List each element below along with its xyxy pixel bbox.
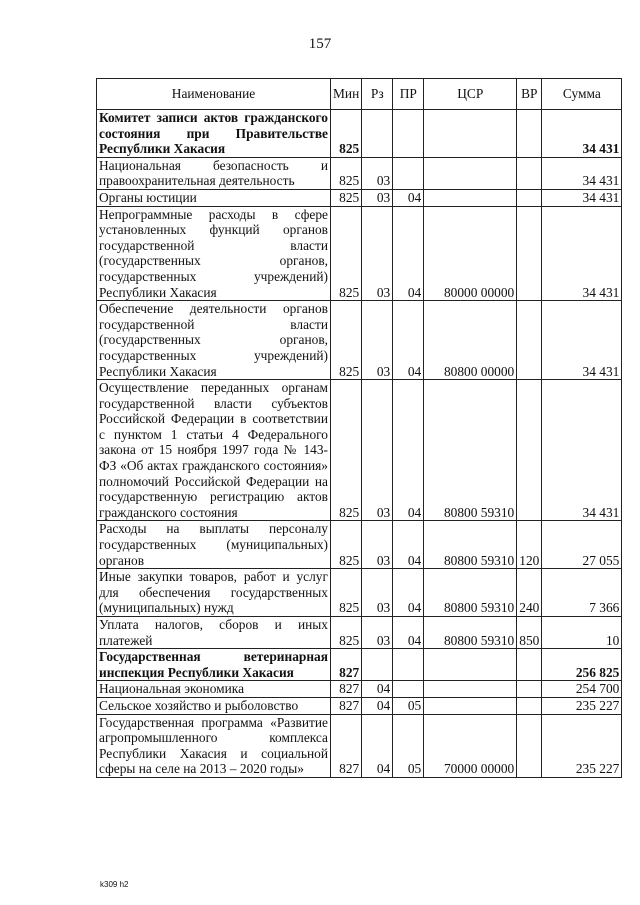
row-pr: 04: [393, 189, 424, 206]
row-sum: 254 700: [542, 681, 622, 698]
row-csr: [424, 649, 517, 681]
row-rz: [362, 649, 393, 681]
row-sum: 34 431: [542, 380, 622, 521]
row-pr: 04: [393, 521, 424, 569]
row-pr: 05: [393, 714, 424, 777]
row-sum: 34 431: [542, 110, 622, 158]
row-vr: [517, 189, 542, 206]
row-csr: [424, 681, 517, 698]
header-sum: Сумма: [542, 79, 622, 110]
row-sum: 7 366: [542, 569, 622, 617]
row-pr: [393, 110, 424, 158]
row-sum: 235 227: [542, 697, 622, 714]
header-vr: ВР: [517, 79, 542, 110]
row-pr: [393, 649, 424, 681]
row-min: 825: [331, 206, 362, 301]
row-sum: 34 431: [542, 301, 622, 380]
row-vr: [517, 301, 542, 380]
row-name: Непрограммные расходы в сфере установленных функций органов государственной власти (государственных органов, государственных учреждений) Республики Хакасия: [97, 206, 331, 301]
row-min: 825: [331, 157, 362, 189]
row-min: 825: [331, 617, 362, 649]
row-pr: 04: [393, 301, 424, 380]
row-rz: [362, 110, 393, 158]
table-row: [97, 157, 622, 189]
row-name: Органы юстиции: [97, 189, 331, 206]
row-csr: [424, 110, 517, 158]
budget-table: [96, 78, 622, 778]
row-vr: 240: [517, 569, 542, 617]
table-header-row: [97, 79, 622, 110]
table-row: [97, 714, 622, 777]
row-rz: 03: [362, 617, 393, 649]
row-name: Государственная ветеринарная инспекция Республики Хакасия: [97, 649, 331, 681]
table-row: [97, 206, 622, 301]
row-min: 825: [331, 569, 362, 617]
row-min: 827: [331, 681, 362, 698]
row-pr: 04: [393, 569, 424, 617]
row-sum: 34 431: [542, 189, 622, 206]
row-csr: [424, 697, 517, 714]
row-name: Осуществление переданных органам государственной власти субъектов Российской Федерации в соответствии с пунктом 1 статьи 4 Федерального закона от 15 ноября 1997 года № 143-ФЗ «Об актах гражданского состояния» полномочий Российской Федерации на государственную регистрацию актов гражданского состояния: [97, 380, 331, 521]
row-vr: [517, 157, 542, 189]
row-name: Национальная экономика: [97, 681, 331, 698]
footer-code: k309 h2: [100, 880, 129, 889]
row-sum: 34 431: [542, 157, 622, 189]
table-row: [97, 681, 622, 698]
row-vr: [517, 681, 542, 698]
row-vr: [517, 110, 542, 158]
row-name: Комитет записи актов гражданского состояния при Правительстве Республики Хакасия: [97, 110, 331, 158]
row-min: 825: [331, 110, 362, 158]
table-row: [97, 301, 622, 380]
row-name: Обеспечение деятельности органов государственной власти (государственных органов, государственных учреждений) Республики Хакасия: [97, 301, 331, 380]
row-rz: 03: [362, 301, 393, 380]
header-pr: ПР: [393, 79, 424, 110]
row-vr: [517, 697, 542, 714]
row-pr: 05: [393, 697, 424, 714]
row-csr: 80800 00000: [424, 301, 517, 380]
row-min: 827: [331, 649, 362, 681]
table-row: [97, 521, 622, 569]
row-csr: 80800 59310: [424, 617, 517, 649]
row-name: Сельское хозяйство и рыболовство: [97, 697, 331, 714]
row-pr: 04: [393, 380, 424, 521]
row-vr: [517, 206, 542, 301]
row-name: Иные закупки товаров, работ и услуг для обеспечения государственных (муниципальных) нужд: [97, 569, 331, 617]
row-rz: 04: [362, 697, 393, 714]
row-vr: 850: [517, 617, 542, 649]
header-name: Наименование: [97, 79, 331, 110]
row-name: Государственная программа «Развитие агропромышленного комплекса Республики Хакасия и социальной сферы на селе на 2013 – 2020 годы»: [97, 714, 331, 777]
row-sum: 10: [542, 617, 622, 649]
row-csr: [424, 157, 517, 189]
row-min: 827: [331, 714, 362, 777]
row-rz: 03: [362, 521, 393, 569]
row-min: 825: [331, 380, 362, 521]
table-row: [97, 110, 622, 158]
row-min: 825: [331, 189, 362, 206]
row-rz: 03: [362, 569, 393, 617]
row-csr: 80800 59310: [424, 521, 517, 569]
row-csr: [424, 189, 517, 206]
row-pr: 04: [393, 617, 424, 649]
row-csr: 80800 59310: [424, 569, 517, 617]
row-name: Расходы на выплаты персоналу государственных (муниципальных) органов: [97, 521, 331, 569]
header-csr: ЦСР: [424, 79, 517, 110]
row-pr: [393, 681, 424, 698]
row-min: 825: [331, 301, 362, 380]
row-csr: 80800 59310: [424, 380, 517, 521]
header-rz: Рз: [362, 79, 393, 110]
row-rz: 03: [362, 157, 393, 189]
row-name: Национальная безопасность и правоохранительная деятельность: [97, 157, 331, 189]
row-pr: [393, 157, 424, 189]
row-pr: 04: [393, 206, 424, 301]
table-row: [97, 189, 622, 206]
row-csr: 80000 00000: [424, 206, 517, 301]
table-row: [97, 697, 622, 714]
row-rz: 03: [362, 206, 393, 301]
row-rz: 03: [362, 380, 393, 521]
row-sum: 34 431: [542, 206, 622, 301]
table-row: [97, 380, 622, 521]
row-vr: [517, 714, 542, 777]
row-name: Уплата налогов, сборов и иных платежей: [97, 617, 331, 649]
row-vr: [517, 380, 542, 521]
row-min: 825: [331, 521, 362, 569]
page-number: 157: [308, 36, 332, 52]
row-rz: 04: [362, 681, 393, 698]
row-rz: 04: [362, 714, 393, 777]
row-vr: 120: [517, 521, 542, 569]
header-min: Мин: [331, 79, 362, 110]
row-sum: 235 227: [542, 714, 622, 777]
row-sum: 256 825: [542, 649, 622, 681]
row-min: 827: [331, 697, 362, 714]
table-row: [97, 569, 622, 617]
row-csr: 70000 00000: [424, 714, 517, 777]
table-row: [97, 617, 622, 649]
row-sum: 27 055: [542, 521, 622, 569]
table-row: [97, 649, 622, 681]
row-vr: [517, 649, 542, 681]
row-rz: 03: [362, 189, 393, 206]
